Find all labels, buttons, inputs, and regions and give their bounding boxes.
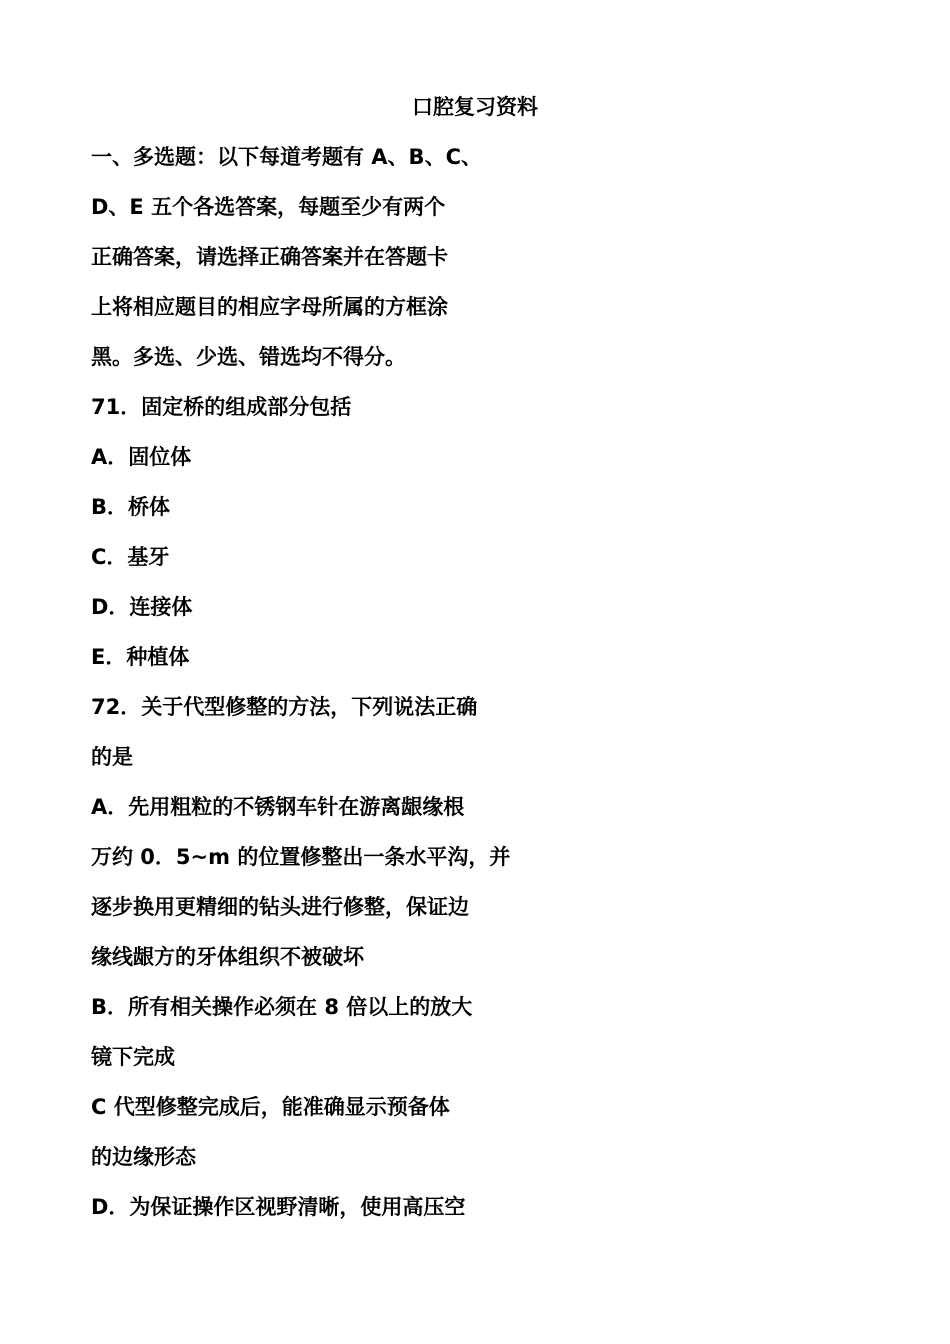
option-d: D．为保证操作区视野清晰，使用高压空 bbox=[91, 1195, 466, 1219]
option-e: E．种植体 bbox=[91, 645, 190, 669]
option-c: C．基牙 bbox=[91, 545, 170, 569]
text-line: 缘线龈方的牙体组织不被破坏 bbox=[91, 945, 364, 969]
text-line: 的边缘形态 bbox=[91, 1145, 196, 1169]
text-line: 的是 bbox=[91, 745, 133, 769]
text-line: D、E 五个各选答案，每题至少有两个 bbox=[91, 195, 446, 219]
text-line: 逐步换用更精细的钻头进行修整，保证边 bbox=[91, 895, 469, 919]
option-d: D．连接体 bbox=[91, 595, 193, 619]
text-line: 万约 0．5~m 的位置修整出一条水平沟，并 bbox=[91, 845, 511, 869]
text-line: 正确答案，请选择正确答案并在答题卡 bbox=[91, 245, 448, 269]
text-line: 镜下完成 bbox=[91, 1045, 175, 1069]
option-a: A．先用粗粒的不锈钢车针在游离龈缘根 bbox=[91, 795, 465, 819]
text-line: 一、多选题：以下每道考题有 A、B、C、 bbox=[91, 145, 482, 169]
document-title: 口腔复习资料 bbox=[412, 95, 538, 119]
option-b: B．所有相关操作必须在 8 倍以上的放大 bbox=[91, 995, 473, 1019]
question-71: 71．固定桥的组成部分包括 bbox=[91, 395, 352, 419]
option-b: B．桥体 bbox=[91, 495, 171, 519]
option-c: C 代型修整完成后，能准确显示预备体 bbox=[91, 1095, 450, 1119]
text-line: 上将相应题目的相应字母所属的方框涂 bbox=[91, 295, 448, 319]
document-body bbox=[91, 142, 791, 1242]
option-a: A．固位体 bbox=[91, 445, 192, 469]
question-72: 72．关于代型修整的方法，下列说法正确 bbox=[91, 695, 478, 719]
text-line: 黑。多选、少选、错选均不得分。 bbox=[91, 345, 406, 369]
